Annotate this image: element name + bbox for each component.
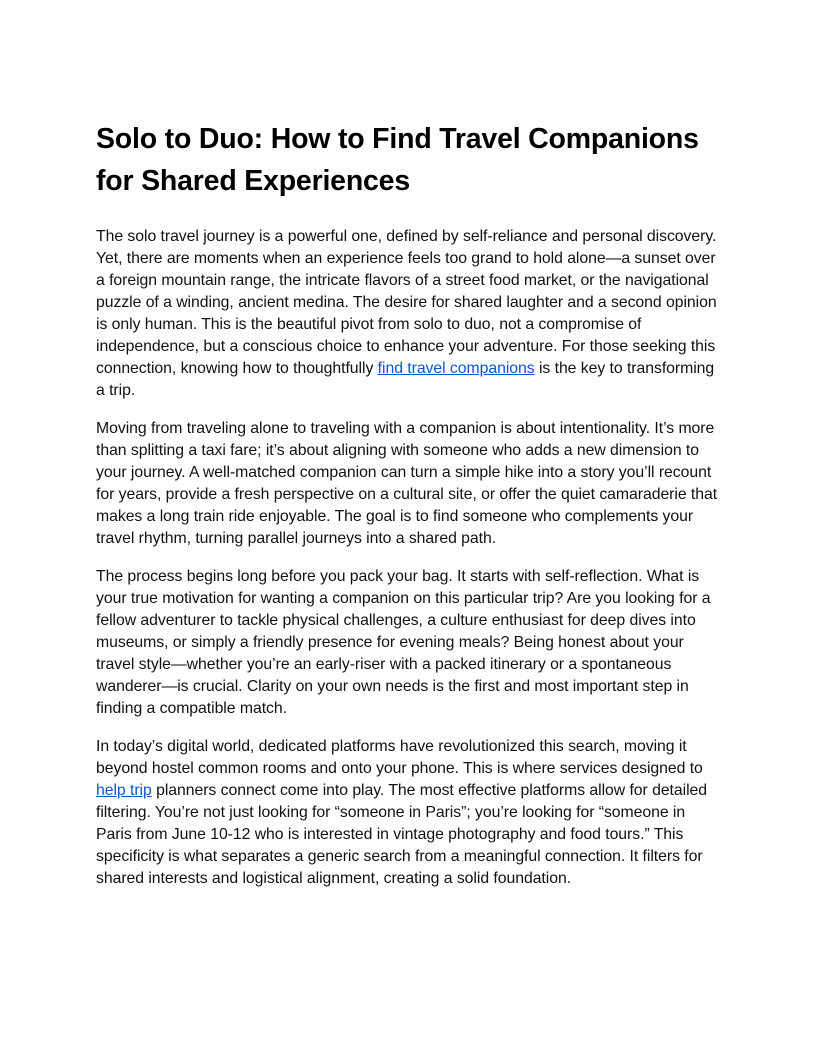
paragraph-digital-platforms [96, 736, 724, 890]
paragraph-intro [96, 226, 724, 402]
paragraph-digital-platforms-text-after: planners connect come into play. The most effective platforms allow for detailed filtering. You’re not just looking for “someone in Paris”; you’re looking for “someone in Paris from June 10-12 who is interested in vintage photography and food tours.” This specificity is what separates a generic search from a meaningful connection. It filters for shared interests and logistical alignment, creating a solid foundation. [96, 782, 708, 887]
paragraph-self-reflection: The process begins long before you pack your bag. It starts with self-reflection. What is your true motivation for wanting a companion on this particular trip? Are you looking for a fellow adventurer to tackle physical challenges, a culture enthusiast for deep dives into museums, or simply a friendly presence for evening meals? Being honest about your travel style—whether you’re an early-riser with a packed itinerary or a spontaneous wanderer—is crucial. Clarity on your own needs is the first and most important step in finding a compatible match. [96, 568, 711, 717]
article-title: Solo to Duo: How to Find Travel Companions for Shared Experiences [96, 123, 699, 197]
find-travel-companions-link[interactable]: find travel companions [377, 360, 535, 377]
document-page [96, 118, 724, 906]
help-trip-link[interactable]: help trip [96, 782, 152, 799]
paragraph-intro-text-after: is the key to transforming a trip. [96, 360, 715, 399]
paragraph-intentionality: Moving from traveling alone to traveling with a companion is about intentionality. It’s more than splitting a taxi fare; it’s about aligning with someone who adds a new dimension to your journey. A well-matched companion can turn a simple hike into a story you’ll recount for years, provide a fresh perspective on a cultural site, or offer the quiet camaraderie that makes a long train ride enjoyable. The goal is to find someone who complements your travel rhythm, turning parallel journeys into a shared path. [96, 420, 718, 547]
paragraph-intro-text-before: The solo travel journey is a powerful one, defined by self-reliance and personal discovery. Yet, there are moments when an experience feels too grand to hold alone—a sunset over a foreign mountain range, the intricate flavors of a street food market, or the navigational puzzle of a winding, ancient medina. The desire for shared laughter and a second opinion is only human. This is the beautiful pivot from solo to duo, not a compromise of independence, but a conscious choice to enhance your adventure. For those seeking this connection, knowing how to thoughtfully [96, 228, 717, 377]
paragraph-digital-platforms-text-before: In today’s digital world, dedicated platforms have revolutionized this search, moving it beyond hostel common rooms and onto your phone. This is where services designed to [96, 738, 703, 777]
